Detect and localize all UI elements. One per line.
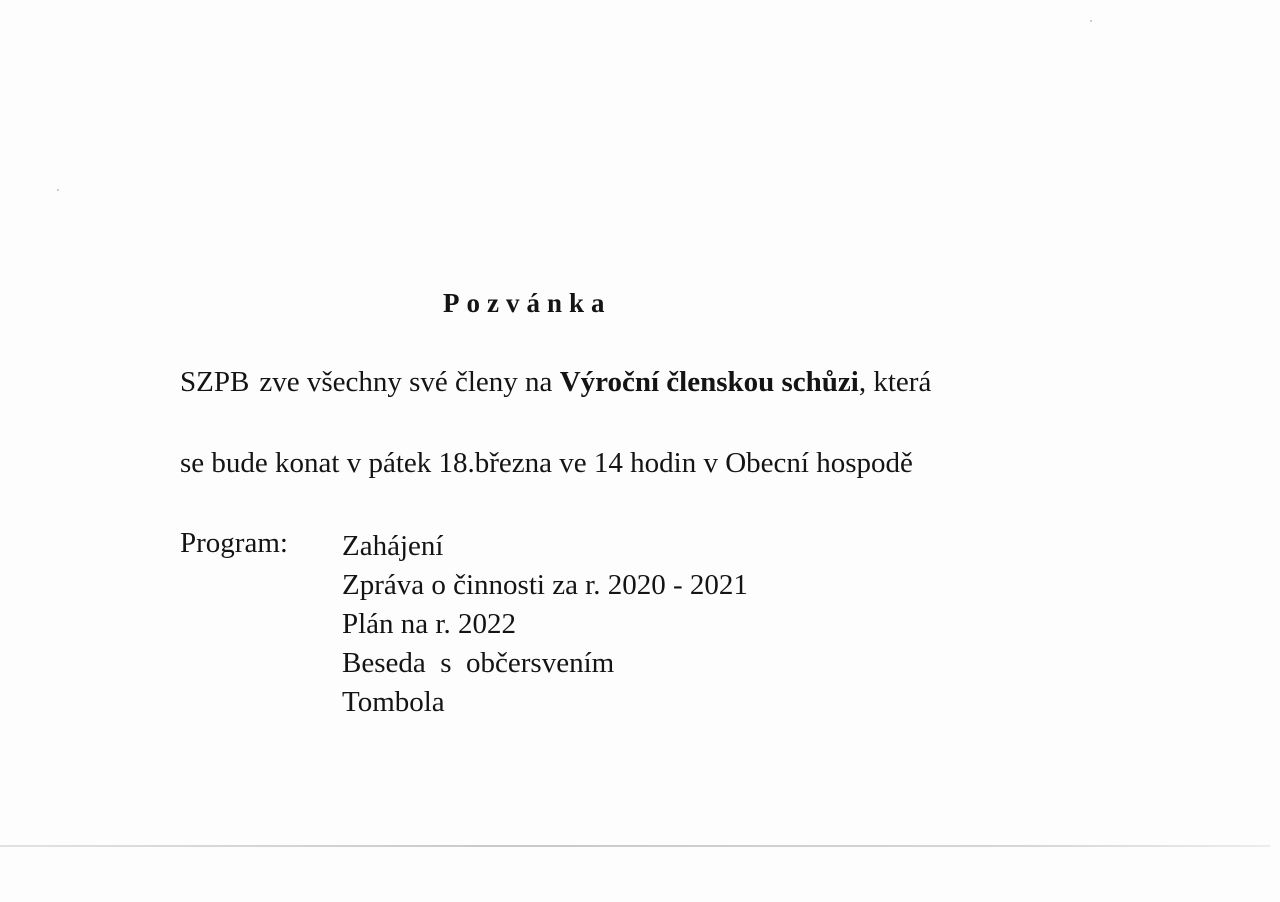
invitation-line-2: se bude konat v pátek 18.března ve 14 hodin v Obecní hospodě [180, 447, 913, 479]
meeting-name: Výroční členskou schůzi [559, 366, 859, 398]
invitation-line-1 [180, 366, 931, 399]
program-item: Zahájení [342, 530, 444, 562]
invitation-text: zve všechny své členy na [259, 366, 560, 398]
program-item: Plán na r. 2022 [342, 608, 516, 640]
scan-speck [1090, 20, 1092, 22]
organization-name: SZPB [180, 366, 250, 398]
invitation-text-end: , která [858, 366, 932, 398]
program-item: Beseda s občersvením [342, 647, 615, 679]
document-title: Pozvánka [443, 288, 612, 318]
scan-speck [57, 189, 59, 191]
paper-bottom-edge [0, 845, 1270, 847]
program-list [342, 527, 748, 722]
program-item: Tombola [342, 686, 445, 718]
program-item: Zpráva o činnosti za r. 2020 - 2021 [342, 569, 748, 601]
program-label: Program: [180, 527, 288, 559]
